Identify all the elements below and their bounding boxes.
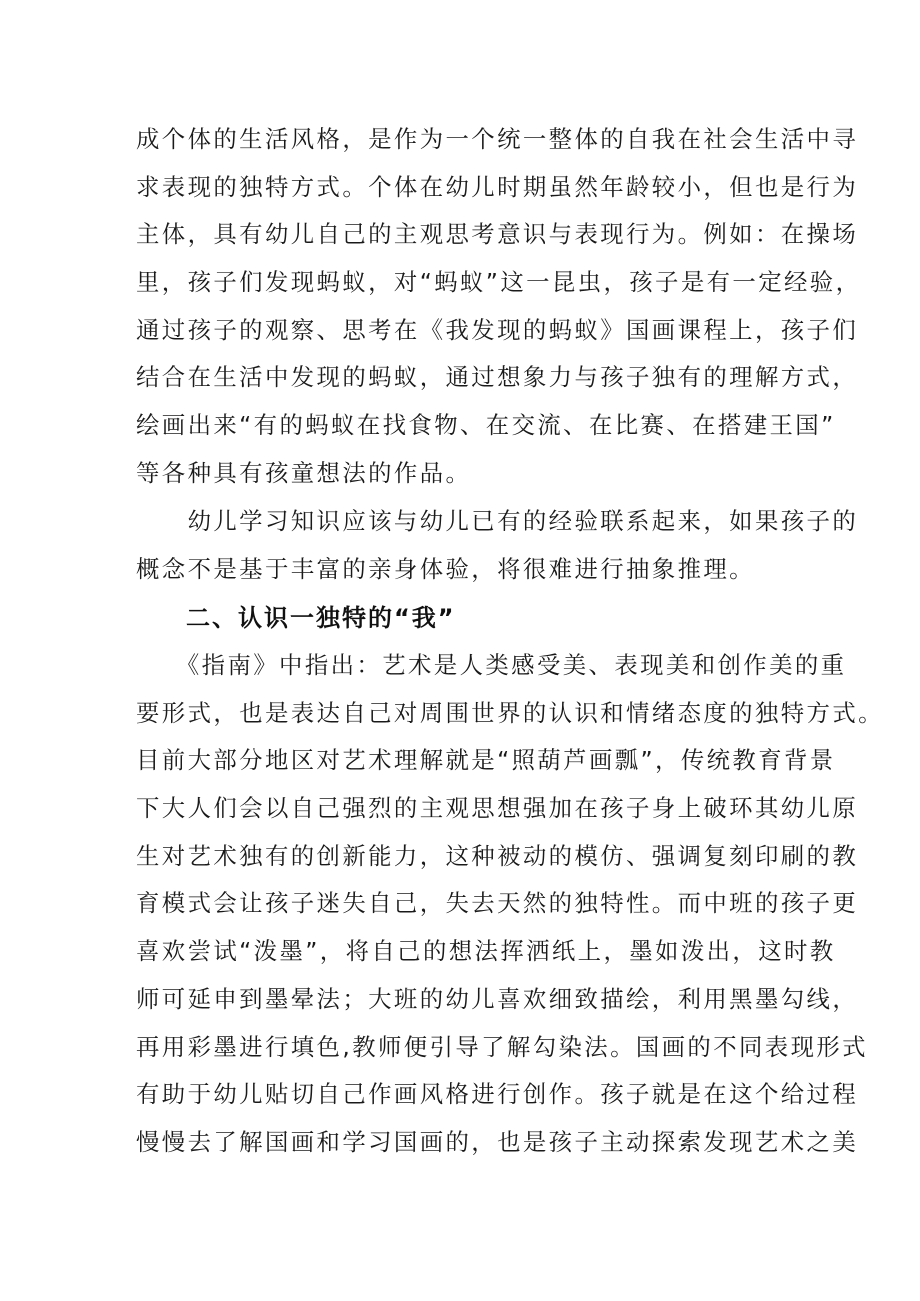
paragraph-line: 等各种具有孩童想法的作品。	[136, 458, 472, 487]
paragraph-line: 概念不是基于丰富的亲身体验，将很难进行抽象推理。	[136, 554, 755, 583]
paragraph-line: 主体，具有幼儿自己的主观思考意识与表现行为。例如：在操场	[136, 220, 859, 249]
paragraph-line: 绘画出来“有的蚂蚁在找食物、在交流、在比赛、在搭建王国”	[136, 411, 836, 440]
paragraph-line: 《指南》中指出：艺术是人类感受美、表现美和创作美的重	[136, 651, 847, 679]
section-heading: 二、认识一独特的“我”	[186, 604, 456, 632]
paragraph-line: 目前大部分地区对艺术理解就是“照葫芦画瓢”，传统教育背景	[136, 746, 836, 775]
paragraph-line: 通过孩子的观察、思考在《我发现的蚂蚁》国画课程上，孩子们	[136, 315, 859, 344]
paragraph-line: 有助于幼儿贴切自己作画风格进行创作。孩子就是在这个给过程	[136, 1080, 859, 1109]
paragraph-line: 下大人们会以自己强烈的主观思想强加在孩子身上破环其幼儿原	[136, 794, 859, 823]
paragraph-2	[136, 498, 859, 593]
paragraph-line: 生对艺术独有的创新能力，这种被动的模仿、强调复刻印刷的教	[136, 841, 859, 870]
paragraph-line: 再用彩墨进行填色,教师便引导了解勾染法。国画的不同表现形式	[136, 1032, 868, 1061]
paragraph-line: 慢慢去了解国画和学习国画的，也是孩子主动探索发现艺术之美	[136, 1127, 859, 1156]
paragraph-line: 结合在生活中发现的蚂蚁，通过想象力与孩子独有的理解方式，	[136, 363, 859, 392]
paragraph-line: 求表现的独特方式。个体在幼儿时期虽然年龄较小，但也是行为	[136, 172, 859, 201]
paragraph-line: 成个体的生活风格，是作为一个统一整体的自我在社会生活中寻	[136, 125, 859, 153]
paragraph-1	[136, 116, 862, 498]
paragraph-line: 里，孩子们发现蚂蚁，对“蚂蚁”这一昆虫，孩子是有一定经验，	[136, 268, 862, 297]
paragraph-line: 育模式会让孩子迷失自己，失去天然的独特性。而中班的孩子更	[136, 889, 859, 918]
paragraph-3	[136, 642, 884, 1167]
paragraph-line: 喜欢尝试“泼墨”，将自己的想法挥洒纸上，墨如泼出，这时教	[136, 937, 836, 966]
paragraph-line: 要形式，也是表达自己对周围世界的认识和情绪态度的独特方式。	[136, 698, 884, 727]
paragraph-line: 幼儿学习知识应该与幼儿已有的经验联系起来，如果孩子的	[136, 507, 859, 535]
paragraph-line: 师可延申到墨晕法；大班的幼儿喜欢细致描绘，利用黑墨勾线，	[136, 984, 859, 1013]
